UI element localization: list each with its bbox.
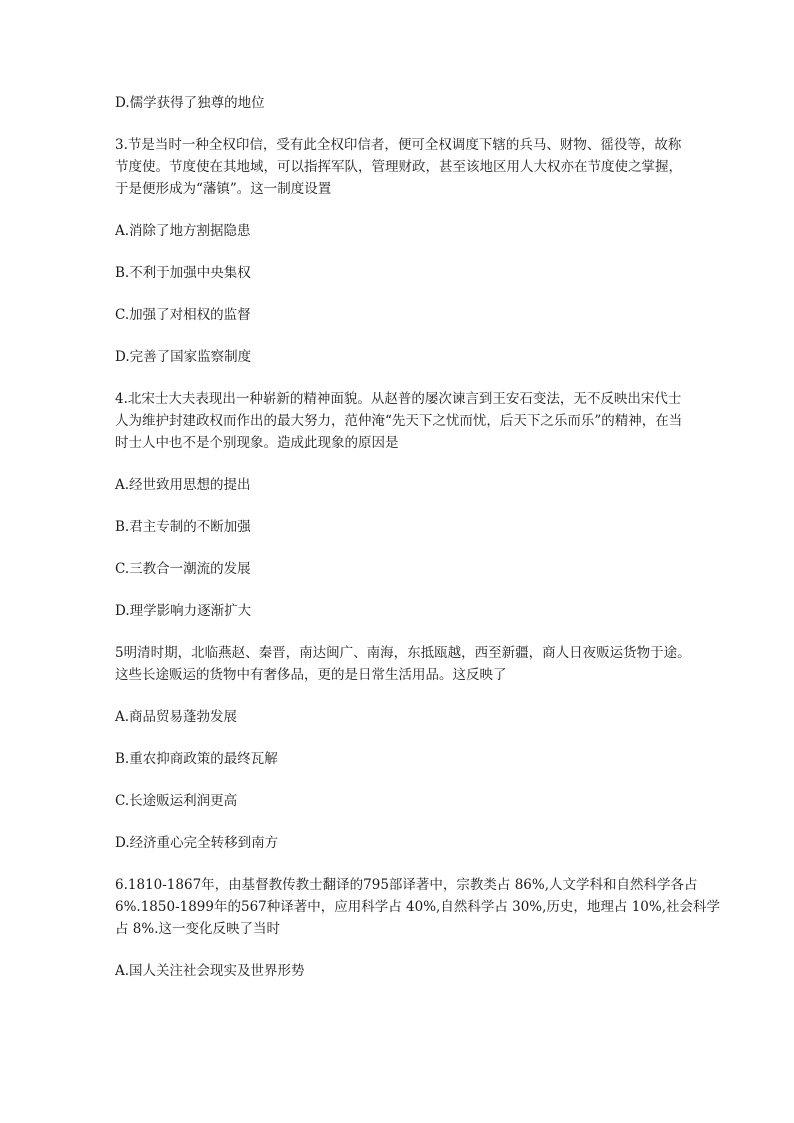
question-line: 时士人中也不是个别现象。造成此现象的原因是: [115, 435, 399, 451]
question-line: 6%.1850-1899年的567种译著中，应用科学占 40%,自然科学占 30%,历史，地理占 10%,社会科学: [115, 899, 721, 915]
question-stem: [115, 134, 705, 200]
question-line: 于是便形成为“藩镇”。这一制度设置: [115, 181, 332, 197]
answer-option: D.完善了国家监察制度: [115, 349, 252, 365]
answer-option: C.三教合一潮流的发展: [115, 561, 251, 577]
answer-option: C.加强了对相权的监督: [115, 307, 251, 323]
question-line: 这些长途贩运的货物中有奢侈品，更的是日常生活用品。这反映了: [115, 667, 507, 683]
answer-option: B.重农抑商政策的最终瓦解: [115, 751, 278, 767]
question-line: 节度使。节度使在其地域，可以指挥军队，管理财政，甚至该地区用人大权亦在节度使之掌握，: [115, 159, 682, 175]
answer-option: C.长途贩运利润更高: [115, 793, 238, 809]
question-line: 6.1810-1867年，由基督教传教士翻译的795部译著中，宗教类占 86%,人文学科和自然科学各占: [115, 877, 698, 893]
question-line: 4.北宋士大夫表现出一种崭新的精神面貌。从赵普的屡次谏言到王安石变法，无不反映出宋代士: [115, 391, 682, 407]
question-stem: [115, 388, 705, 454]
answer-option: D.儒学获得了独尊的地位: [115, 95, 265, 111]
answer-option: A.消除了地方割据隐患: [115, 223, 251, 239]
answer-option: D.理学影响力逐渐扩大: [115, 603, 252, 619]
question-stem: [115, 874, 721, 940]
answer-option: A.国人关注社会现实及世界形势: [115, 963, 305, 979]
question-stem: [115, 642, 705, 686]
answer-option: D.经济重心完全转移到南方: [115, 835, 279, 851]
question-line: 人为维护封建政权而作出的最大努力，范仲淹“先天下之忧而忧，后天下之乐而乐”的精神，在当: [115, 413, 683, 429]
question-line: 5明清时期，北临燕赵、秦晋，南达闽广、南海，东抵瓯越，西至新疆，商人日夜贩运货物于途。: [115, 645, 691, 661]
question-line: 3.节是当时一种全权印信，受有此全权印信者，便可全权调度下辖的兵马、财物、徭役等，故称: [115, 137, 682, 153]
question-line: 占 8%.这一变化反映了当时: [115, 921, 280, 937]
answer-option: A.经世致用思想的提出: [115, 477, 251, 493]
answer-option: A.商品贸易蓬勃发展: [115, 709, 238, 725]
document-page: [115, 92, 721, 1002]
answer-option: B.不利于加强中央集权: [115, 265, 251, 281]
answer-option: B.君主专制的不断加强: [115, 519, 251, 535]
